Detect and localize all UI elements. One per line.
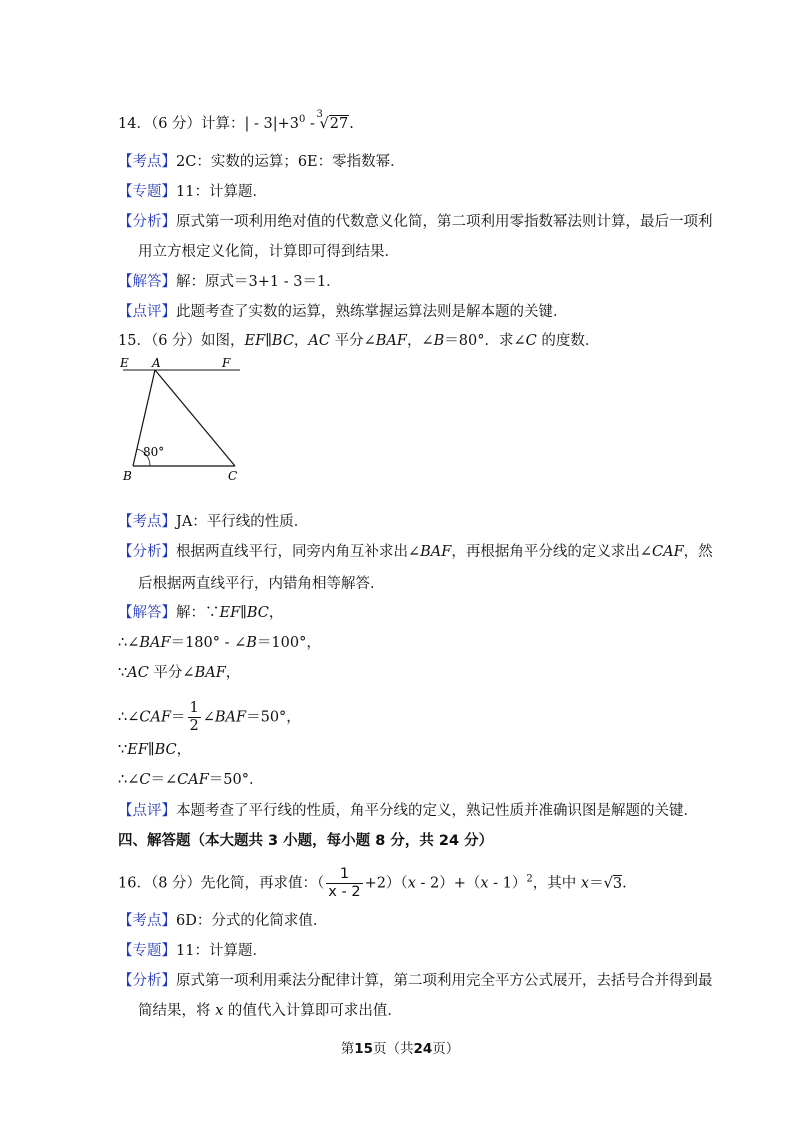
q14-fenxi-cont: 用立方根定义化简，计算即可得到结果． — [138, 244, 399, 260]
q15-step-5: ∵EF∥BC， — [118, 742, 192, 758]
q14-zhuanti: 【专题】11：计算题． — [118, 184, 267, 200]
q16-fenxi-cont: 简结果，将 x 的值代入计算即可求出值． — [138, 1003, 402, 1019]
current-page: 15 — [354, 1041, 373, 1057]
q16-fenxi: 【分析】原式第一项利用乘法分配律计算，第二项利用完全平方公式展开，去括号合并得到最 — [118, 973, 713, 989]
q14-dianping: 【点评】此题考查了实数的运算，熟练掌握运算法则是解本题的关键． — [118, 304, 568, 320]
q15-fenxi-cont: 后根据两直线平行，内错角相等解答． — [138, 576, 385, 592]
label-c: C — [228, 469, 238, 483]
section-4-heading: 四、解答题（本大题共 3 小题，每小题 8 分，共 24 分） — [118, 833, 494, 849]
q15-step-2: ∴∠BAF＝180° - ∠B＝100°， — [118, 635, 321, 651]
q16-kaodian: 【考点】6D：分式的化简求值． — [118, 913, 328, 929]
label-b: B — [123, 469, 132, 483]
question-16: 16．（8 分）先化简，再求值：（ $\frac{1}{x - 2}$ +2）（x - 2）+（x - 1）$^2$，其中 x＝√3. — [118, 866, 627, 900]
question-14: 14．（6 分）计算：| - $3|+3^0$ - 3 √27. — [118, 108, 354, 132]
q15-step-3: ∵AC 平分∠BAF， — [118, 665, 241, 681]
cube-root: 3 √27 — [316, 108, 349, 132]
q15-dianping: 【点评】本题考查了平行线的性质，角平分线的定义，熟记性质并准确识图是解题的关键． — [118, 803, 698, 819]
angle-label: 80° — [143, 445, 165, 459]
q15-fenxi: 【分析】根据两直线平行，同旁内角互补求出∠BAF，再根据角平分线的定义求出∠CAF，然 — [118, 544, 713, 560]
q14-jieda: 【解答】解：原式＝3+1 - 3＝1． — [118, 274, 341, 290]
page-footer: 第15页（共24页） — [340, 1041, 460, 1057]
q15-step-4: ∴∠CAF＝ $\frac{1}{2}$ ∠BAF＝50°， — [118, 700, 301, 734]
q14-kaodian: 【考点】2C：实数的运算；6E：零指数幂． — [118, 154, 405, 170]
q15-jieda: 【解答】解：∵EF∥BC， — [118, 605, 284, 621]
total-pages: 24 — [413, 1041, 433, 1057]
q15-kaodian: 【考点】JA：平行线的性质． — [118, 514, 309, 530]
geometry-figure — [115, 355, 250, 485]
question-15: 15．（6 分）如图，EF∥BC，AC 平分∠BAF，∠B＝80°．求∠C 的度数． — [118, 333, 600, 349]
label-e: E — [120, 356, 129, 370]
fraction-one-half: $\frac{1}{2}$ — [189, 700, 199, 734]
q16-zhuanti: 【专题】11：计算题． — [118, 943, 267, 959]
label-a: A — [152, 356, 161, 370]
q15-step-6: ∴∠C＝∠CAF＝50°． — [118, 772, 264, 788]
fraction-1-over-x-minus-2: $\frac{1}{x - 2}$ — [328, 866, 361, 900]
segment-ac — [155, 370, 235, 466]
label-f: F — [222, 356, 231, 370]
q14-fenxi: 【分析】原式第一项利用绝对值的代数意义化简，第二项利用零指数幂法则计算，最后一项利 — [118, 214, 713, 230]
